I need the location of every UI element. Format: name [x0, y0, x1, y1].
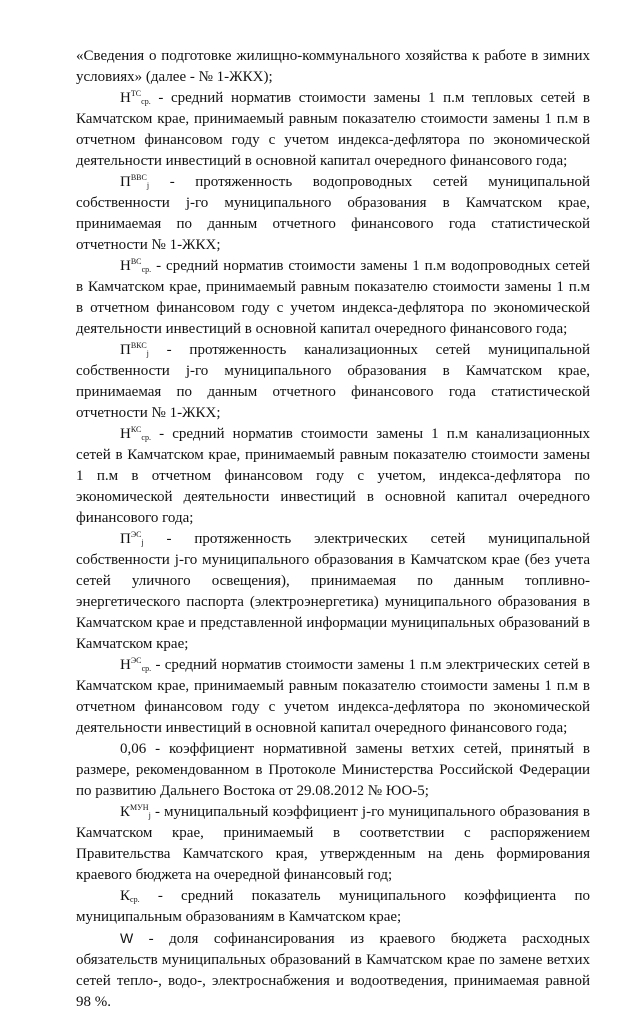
definition-paragraph	[76, 739, 590, 802]
formula-symbol: Н	[120, 657, 131, 673]
definition-paragraph	[76, 172, 590, 256]
formula-symbol: П	[120, 531, 131, 547]
paragraph-text: - средний норматив стоимости замены 1 п.м водопроводных сетей в Камчатском крае, принимаемый равным показателю стоимости замены 1 п.м в отчетном финансовом году с учетом индекса-дефлятора по экономической деятельности инвестиций в основной капитал очередного финансового года;	[76, 258, 590, 337]
formula-superscript: ЭС	[130, 530, 142, 539]
definition-paragraph	[76, 424, 590, 529]
formula-superscript: ЭС	[130, 656, 142, 665]
definition-paragraph	[76, 802, 590, 886]
formula-subscript: j	[141, 538, 144, 547]
formula-symbol: К	[120, 888, 131, 904]
formula-symbol: Н	[120, 90, 131, 106]
formula-subscript: j	[146, 349, 149, 358]
paragraph-text: - доля софинансирования из краевого бюджета расходных обязательств муниципальных образований в Камчатском крае по замене ветхих сетей тепло-, водо-, электроснабжения и водоотведения, принимаемая равной 98 %.	[76, 931, 590, 1010]
definition-paragraph	[76, 256, 590, 340]
definition-paragraph	[76, 529, 590, 655]
paragraph-text: - коэффициент нормативной замены ветхих сетей, принятый в размере, рекомендованном в Протоколе Министерства Российской Федерации по развитию Дальнего Востока от 29.08.2012 № ЮО-5;	[76, 741, 590, 799]
definition-paragraph	[76, 46, 590, 88]
formula-subscript: ср.	[141, 265, 152, 274]
formula-symbol: К	[120, 804, 131, 820]
formula-superscript: МУН	[130, 803, 149, 812]
formula-subscript: ср.	[130, 895, 140, 904]
formula-subscript: j	[146, 181, 150, 190]
formula-symbol: П	[120, 174, 131, 190]
formula-symbol: Н	[120, 426, 131, 442]
formula-symbol: 0,06	[120, 741, 147, 757]
paragraph-text: - средний норматив стоимости замены 1 п.м тепловых сетей в Камчатском крае, принимаемый равным показателю стоимости замены 1 п.м в отчетном финансовом году с учетом индекса-дефлятора по экономической деятельности инвестиций в основной капитал очередного финансового года;	[76, 90, 590, 169]
formula-superscript: ТС	[130, 89, 142, 98]
formula-superscript: КС	[130, 425, 142, 434]
paragraph-text: - средний норматив стоимости замены 1 п.м канализационных сетей в Камчатском крае, принимаемый равным показателю стоимости замены 1 п.м в отчетном финансовом году с учетом, индекса-дефлятора по экономической деятельности инвестиций в основной капитал очередного финансового года;	[76, 426, 590, 526]
paragraph-text: - средний норматив стоимости замены 1 п.м электрических сетей в Камчатском крае, принимаемый равным показателю стоимости замены 1 п.м в отчетном финансовом году с учетом индекса-дефлятора по экономической деятельности инвестиций в основной капитал очередного финансового года;	[76, 657, 590, 736]
formula-subscript: ср.	[141, 433, 151, 442]
paragraph-text: «Сведения о подготовке жилищно-коммунального хозяйства к работе в зимних условиях» (далее - № 1-ЖКХ);	[76, 48, 590, 85]
paragraph-text: - муниципальный коэффициент j-го муниципального образования в Камчатском крае, принимаемый в соответствии с распоряжением Правительства Камчатского края, утвержденным на день формирования краевого бюджета на очередной финансовый год;	[76, 804, 590, 883]
formula-superscript: ВКС	[130, 341, 147, 350]
formula-subscript: ср.	[141, 664, 152, 673]
paragraph-text: - протяженность водопроводных сетей муниципальной собственности j-го муниципального образования в Камчатском крае, принимаемая по данным отчетного финансового года статистической отчетности № 1-ЖКХ;	[76, 174, 590, 253]
paragraph-text: - протяженность канализационных сетей муниципальной собственности j-го муниципального образования в Камчатском крае, принимаемая по данным отчетного финансового года статистической отчетности № 1-ЖКХ;	[76, 342, 590, 421]
definition-paragraph	[76, 655, 590, 739]
formula-symbol: W	[120, 930, 134, 946]
formula-symbol: Н	[120, 258, 131, 274]
definition-paragraph	[76, 886, 590, 928]
formula-superscript: ВС	[130, 257, 142, 266]
definition-paragraph	[76, 340, 590, 424]
formula-subscript: ср.	[141, 97, 151, 106]
definition-paragraph	[76, 88, 590, 172]
paragraph-text: - средний показатель муниципального коэффициента по муниципальным образованиям в Камчатском крае;	[76, 888, 590, 925]
paragraph-text: - протяженность электрических сетей муниципальной собственности j-го муниципального образования в Камчатском крае (без учета сетей уличного освещения), принимаемая по данным топливно-энергетического паспорта (электроэнергетика) муниципального образования в Камчатском крае и представленной информации муниципальных образований в Камчатском крае;	[76, 531, 590, 652]
definition-paragraph	[76, 928, 590, 1013]
formula-symbol: П	[120, 342, 131, 358]
document-body	[76, 46, 590, 1013]
formula-subscript: j	[148, 811, 151, 820]
formula-superscript: ВВС	[130, 173, 147, 182]
